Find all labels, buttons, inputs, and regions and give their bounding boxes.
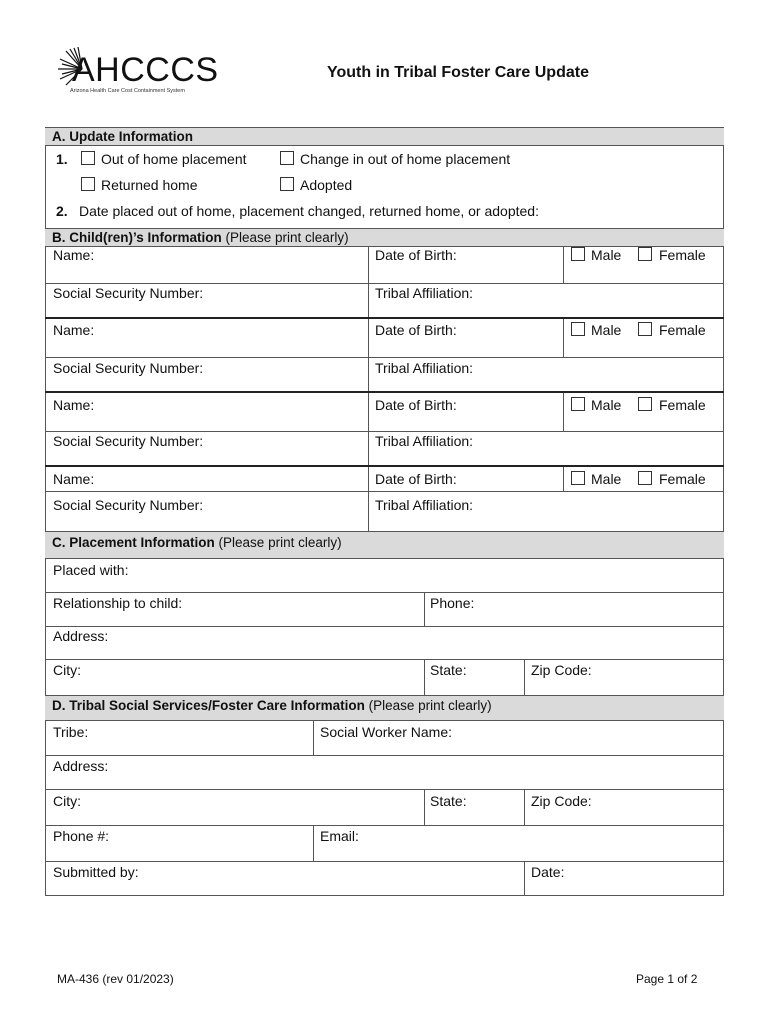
- child2-female-label: Female: [659, 322, 706, 338]
- section-c-note: (Please print clearly): [218, 535, 342, 550]
- child1-female-checkbox[interactable]: [638, 247, 652, 261]
- c-zip-label: Zip Code:: [531, 662, 592, 678]
- section-b-header: [45, 228, 724, 247]
- checkbox-returned-home[interactable]: [81, 177, 95, 191]
- d-date-label: Date:: [531, 864, 565, 880]
- page-title: Youth in Tribal Foster Care Update: [327, 64, 589, 81]
- child4-male-checkbox[interactable]: [571, 471, 585, 485]
- social-worker-label: Social Worker Name:: [320, 724, 453, 740]
- d-city-label: City:: [53, 793, 81, 809]
- section-b-note: (Please print clearly): [225, 230, 349, 245]
- child3-dob-label: Date of Birth:: [375, 397, 457, 413]
- d-phone-label: Phone #:: [53, 828, 110, 844]
- label-returned-home: Returned home: [101, 177, 198, 193]
- child4-name-label: Name:: [53, 471, 95, 487]
- section-b-title: B. Child(ren)’s Information: [52, 230, 222, 245]
- child1-dob-label: Date of Birth:: [375, 247, 457, 263]
- child2-ssn-label: Social Security Number:: [53, 360, 204, 376]
- child2-tribal-label: Tribal Affiliation:: [375, 360, 474, 376]
- label-adopted: Adopted: [300, 177, 353, 193]
- child3-female-checkbox[interactable]: [638, 397, 652, 411]
- checkbox-adopted[interactable]: [280, 177, 294, 191]
- section-d-header: [45, 695, 724, 721]
- label-change-placement: Change in out of home placement: [300, 151, 511, 167]
- d-zip-label: Zip Code:: [531, 793, 592, 809]
- child1-female-label: Female: [659, 247, 706, 263]
- child4-tribal-label: Tribal Affiliation:: [375, 497, 474, 513]
- child1-male-label: Male: [591, 247, 622, 263]
- child2-dob-label: Date of Birth:: [375, 322, 457, 338]
- item-2-number: 2.: [56, 203, 68, 219]
- child2-male-label: Male: [591, 322, 622, 338]
- child2-female-checkbox[interactable]: [638, 322, 652, 336]
- checkbox-change-placement[interactable]: [280, 151, 294, 165]
- child3-male-label: Male: [591, 397, 622, 413]
- section-a-header: [45, 127, 724, 146]
- child3-female-label: Female: [659, 397, 706, 413]
- child3-tribal-label: Tribal Affiliation:: [375, 433, 474, 449]
- item-2-text: Date placed out of home, placement changed, returned home, or adopted:: [79, 203, 539, 219]
- logo-wordmark: AHCCCS: [72, 51, 219, 89]
- child2-name-label: Name:: [53, 322, 95, 338]
- child2-male-checkbox[interactable]: [571, 322, 585, 336]
- section-d-note: (Please print clearly): [368, 698, 492, 713]
- logo-subtitle: Arizona Health Care Cost Containment System: [70, 88, 185, 94]
- c-address-label: Address:: [53, 628, 109, 644]
- ahcccs-logo: [56, 47, 226, 95]
- d-state-label: State:: [430, 793, 467, 809]
- c-state-label: State:: [430, 662, 467, 678]
- label-out-of-home: Out of home placement: [101, 151, 247, 167]
- page-number: Page 1 of 2: [636, 972, 698, 986]
- form-id: MA-436 (rev 01/2023): [57, 972, 174, 986]
- child4-dob-label: Date of Birth:: [375, 471, 457, 487]
- tribe-label: Tribe:: [53, 724, 89, 740]
- submitted-by-label: Submitted by:: [53, 864, 139, 880]
- d-address-label: Address:: [53, 758, 109, 774]
- d-email-label: Email:: [320, 828, 359, 844]
- c-phone-label: Phone:: [430, 595, 475, 611]
- child4-female-checkbox[interactable]: [638, 471, 652, 485]
- section-a-title: A. Update Information: [52, 129, 193, 144]
- child3-male-checkbox[interactable]: [571, 397, 585, 411]
- relationship-label: Relationship to child:: [53, 595, 183, 611]
- child4-male-label: Male: [591, 471, 622, 487]
- child4-ssn-label: Social Security Number:: [53, 497, 204, 513]
- child3-name-label: Name:: [53, 397, 95, 413]
- section-c-title: C. Placement Information: [52, 535, 215, 550]
- section-c-header: [45, 531, 724, 559]
- child3-ssn-label: Social Security Number:: [53, 433, 204, 449]
- section-d-title: D. Tribal Social Services/Foster Care Information: [52, 698, 365, 713]
- child1-name-label: Name:: [53, 247, 95, 263]
- item-1-number: 1.: [56, 151, 68, 167]
- c-city-label: City:: [53, 662, 81, 678]
- child4-female-label: Female: [659, 471, 706, 487]
- placed-with-label: Placed with:: [53, 562, 129, 578]
- child1-ssn-label: Social Security Number:: [53, 285, 204, 301]
- child1-tribal-label: Tribal Affiliation:: [375, 285, 474, 301]
- child1-male-checkbox[interactable]: [571, 247, 585, 261]
- checkbox-out-of-home[interactable]: [81, 151, 95, 165]
